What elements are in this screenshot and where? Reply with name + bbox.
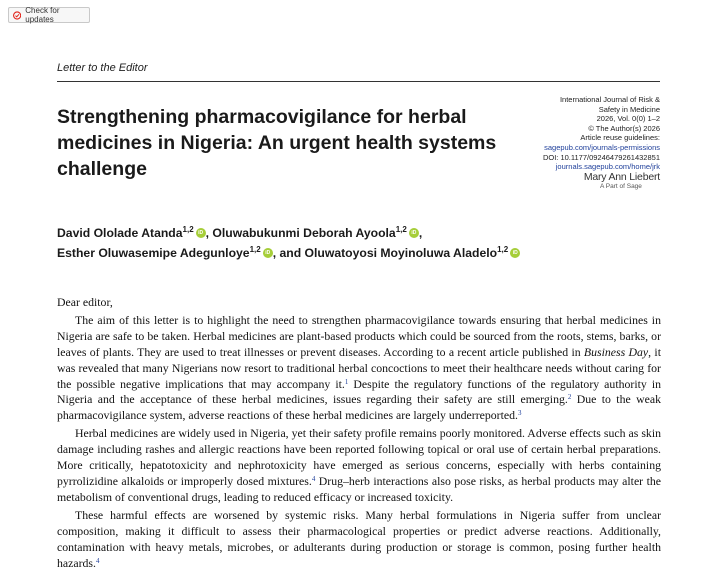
publisher-logo: Mary Ann Liebert [583,170,660,183]
article-title: Strengthening pharmacovigilance for herbal medicines in Nigeria: An urgent health systems challenge [57,106,497,180]
reference-link[interactable]: 2 [567,393,572,402]
journal-name-line1: International Journal of Risk & [559,95,660,104]
reference-link[interactable]: 4 [95,556,100,565]
permissions-link[interactable]: sagepub.com/journals-permissions [544,142,660,152]
orcid-icon[interactable] [409,228,419,238]
author-affiliation: 1,2 [497,245,509,254]
copyright-line: © The Author(s) 2026 [588,123,660,133]
check-updates-icon [13,11,21,20]
reference-link[interactable]: 3 [517,409,522,418]
author-1: David Ololade Atanda$^{1,2}$iD , [57,226,212,240]
author-affiliation: 1,2 [249,245,261,254]
letter-body [57,295,661,573]
reference-link[interactable]: 4 [311,474,316,483]
author-affiliation: 1,2 [182,225,194,234]
salutation: Dear editor, [57,295,113,309]
reference-link[interactable]: 1 [344,377,349,386]
author-3: Esther Oluwasemipe Adegunloye$^{1,2}$iD , and [57,246,305,260]
publication-name: Business Day [583,344,649,359]
doi-line: DOI: 10.1177/09246479261432851 [542,152,660,162]
paragraph-1: The aim of this letter is to highlight the need to strengthen pharmacovigilance towards ensuring that herbal medicines in Nigeria are safe to be taken. Herbal medicines are plant-based products which could be sourced from the roots, stems, barks, or leaves of plants. They are used to treat illnesses or prevent diseases. According to a recent article published in Business Day, it was revealed that many Nigerians now resort to traditional herbal concoctions to meet their healthcare needs without caring for the possible negative implications that may accompany it.$^1$ Despite the regulatory functions of the regulatory authority in Nigeria and the acceptance of these herbal medicines, issues regarding their safety are still emerging.$^2$ Due to the weak pharmacovigilance system, adverse reactions of these herbal medicines are largely underreported.$^3$ [57,312,661,423]
check-for-updates-label: Check for updates [25,6,60,24]
header-divider [57,81,660,82]
journal-homepage-link[interactable]: journals.sagepub.com/home/jrk [555,162,660,172]
paragraph-2: Herbal medicines are widely used in Nigeria, yet their safety profile remains poorly monitored. Adverse effects such as skin damage including rashes and allergic reactions have been reported following topical or oral use of certain herbal preparations. More critically, hepatotoxicity and nephrotoxicity have emerged as serious concerns, especially with herbs containing pyrrolizidine alkaloids or improperly dosed mixtures.$^4$ Drug–herb interactions also pose risks, as herbal products may alter the metabolism of conventional drugs, leading to reduced efficacy or increased toxicity. [57,426,661,504]
orcid-icon[interactable] [263,248,273,258]
author-list [57,223,657,263]
journal-metadata [480,95,660,192]
orcid-icon[interactable] [510,248,520,258]
journal-name-line2: Safety in Medicine [598,104,660,114]
orcid-icon[interactable] [196,228,206,238]
author-2: Oluwabukunmi Deborah Ayoola$^{1,2}$iD , [212,226,422,240]
author-affiliation: 1,2 [395,225,407,234]
paragraph-3: These harmful effects are worsened by systemic risks. Many herbal formulations in Nigeria suffer from unclear composition, making it difficult to assess their pharmacological properties or predict adverse reactions. Additionally, contamination with heavy metals, microbes, or adulterants during production or storage is common, posing further health hazards.$^4$ [57,507,661,570]
publisher-tagline: A Part of Sage [600,183,642,191]
check-for-updates-button[interactable] [8,7,90,23]
volume-info: 2026, Vol. 0(0) 1–2 [596,114,660,124]
article-type-label: Letter to the Editor [57,62,148,74]
reuse-label: Article reuse guidelines: [580,133,660,143]
author-4: Oluwatoyosi Moyinoluwa Aladelo$^{1,2}$iD [305,246,521,260]
